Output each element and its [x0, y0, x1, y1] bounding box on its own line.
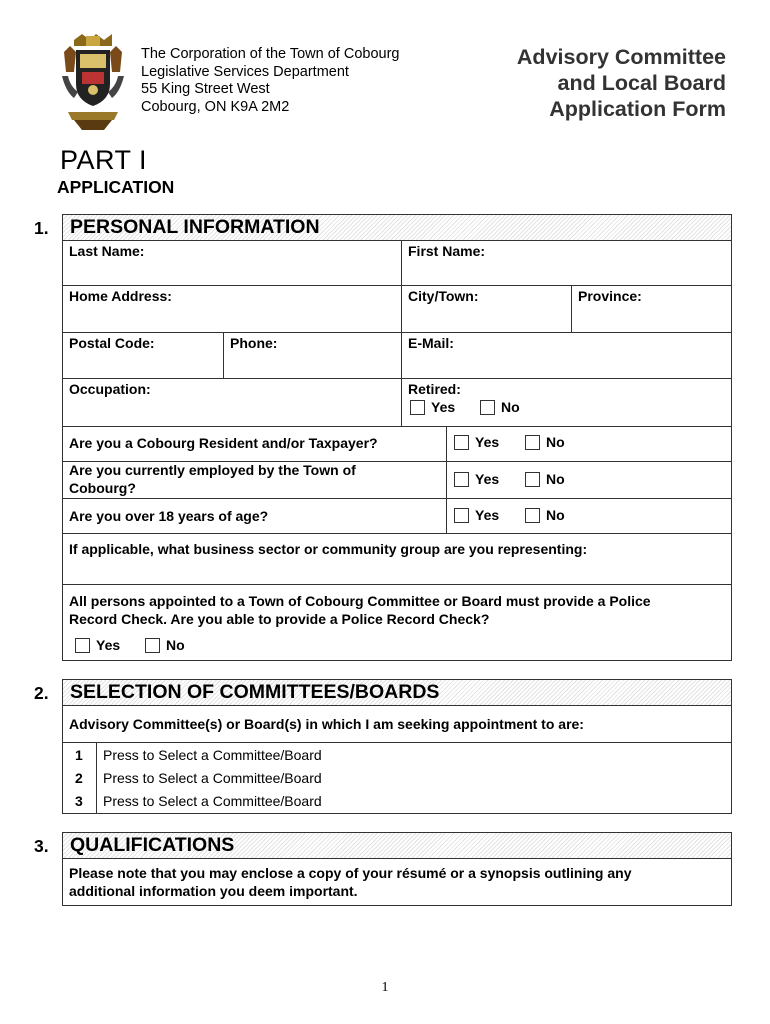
section-title: PERSONAL INFORMATION	[70, 216, 320, 238]
employed-no-checkbox[interactable]	[525, 472, 540, 487]
organization-address	[141, 46, 399, 116]
checkbox-label: No	[546, 471, 565, 487]
address-line: Cobourg, ON K9A 2M2	[141, 98, 290, 115]
part-title: PART I	[60, 145, 148, 175]
section-header	[63, 215, 731, 241]
first-name-field[interactable]: First Name:	[408, 243, 486, 259]
page-number: 1	[381, 980, 389, 995]
section-title: QUALIFICATIONS	[70, 834, 235, 856]
form-title	[517, 44, 726, 122]
resident-no-checkbox[interactable]	[525, 435, 540, 450]
address-line: 55 King Street West	[141, 81, 270, 97]
section-number: 2.	[34, 683, 49, 703]
retired-label: Retired:	[408, 381, 461, 397]
over-18-no-checkbox[interactable]	[525, 508, 540, 523]
retired-no-checkbox[interactable]	[480, 400, 495, 415]
police-question-line: Record Check. Are you able to provide a Police Record Check?	[69, 610, 490, 627]
resident-question: Are you a Cobourg Resident and/or Taxpayer?	[69, 435, 378, 451]
row-number: 3	[75, 793, 83, 809]
home-address-field[interactable]: Home Address:	[69, 288, 172, 304]
checkbox-label: Yes	[96, 637, 121, 653]
employed-question-line: Cobourg?	[69, 479, 136, 496]
police-question-line: All persons appointed to a Town of Cobourg Committee or Board must provide a Police	[69, 593, 651, 609]
checkbox-label: No	[546, 434, 565, 450]
checkbox-label: Yes	[475, 507, 500, 523]
sector-question-field[interactable]: If applicable, what business sector or community group are you representing:	[69, 541, 588, 557]
section-number: 3.	[34, 836, 49, 856]
qualifications-section	[62, 832, 732, 906]
committee-select-dropdown[interactable]: Press to Select a Committee/Board	[103, 747, 322, 763]
resident-yes-checkbox[interactable]	[454, 435, 469, 450]
province-field[interactable]: Province:	[578, 288, 642, 304]
committee-prompt: Advisory Committee(s) or Board(s) in which I am seeking appointment to are:	[69, 716, 584, 732]
checkbox-label: Yes	[431, 399, 456, 415]
checkbox-label: Yes	[475, 471, 500, 487]
section-title: SELECTION OF COMMITTEES/BOARDS	[70, 681, 440, 703]
phone-field[interactable]: Phone:	[230, 335, 278, 351]
over-18-question: Are you over 18 years of age?	[69, 508, 269, 524]
committee-select-dropdown[interactable]: Press to Select a Committee/Board	[103, 793, 322, 809]
checkbox-label: No	[546, 507, 565, 523]
form-title-line: Advisory Committee	[516, 45, 726, 69]
last-name-field[interactable]: Last Name:	[69, 243, 145, 259]
police-check-question	[69, 593, 651, 628]
committee-select-dropdown[interactable]: Press to Select a Committee/Board	[103, 770, 322, 786]
personal-information-section	[62, 214, 732, 661]
note-line: additional information you deem important.	[69, 882, 358, 899]
employed-question-line: Are you currently employed by the Town of	[69, 462, 356, 478]
over-18-yes-checkbox[interactable]	[454, 508, 469, 523]
form-title-line: and Local Board	[557, 71, 726, 95]
city-town-field[interactable]: City/Town:	[408, 288, 479, 304]
row-number: 2	[75, 770, 83, 786]
section-header	[63, 833, 731, 859]
qualifications-note	[69, 865, 632, 900]
checkbox-label: Yes	[475, 434, 500, 450]
application-heading: APPLICATION	[57, 177, 175, 197]
committee-selection-section	[62, 679, 732, 814]
row-number: 1	[75, 747, 83, 763]
employed-question	[69, 462, 356, 497]
note-line: Please note that you may enclose a copy of your résumé or a synopsis outlining any	[69, 865, 632, 881]
postal-code-field[interactable]: Postal Code:	[69, 335, 155, 351]
checkbox-label: No	[166, 637, 185, 653]
email-field[interactable]: E-Mail:	[408, 335, 454, 351]
address-line: Legislative Services Department	[141, 63, 349, 80]
section-number: 1.	[34, 218, 49, 238]
retired-yes-checkbox[interactable]	[410, 400, 425, 415]
occupation-field[interactable]: Occupation:	[69, 381, 151, 397]
address-line: The Corporation of the Town of Cobourg	[141, 46, 400, 62]
section-header	[63, 680, 731, 706]
police-no-checkbox[interactable]	[145, 638, 160, 653]
town-crest-logo	[60, 32, 126, 132]
checkbox-label: No	[501, 399, 520, 415]
employed-yes-checkbox[interactable]	[454, 472, 469, 487]
police-yes-checkbox[interactable]	[75, 638, 90, 653]
form-title-line: Application Form	[549, 97, 726, 121]
